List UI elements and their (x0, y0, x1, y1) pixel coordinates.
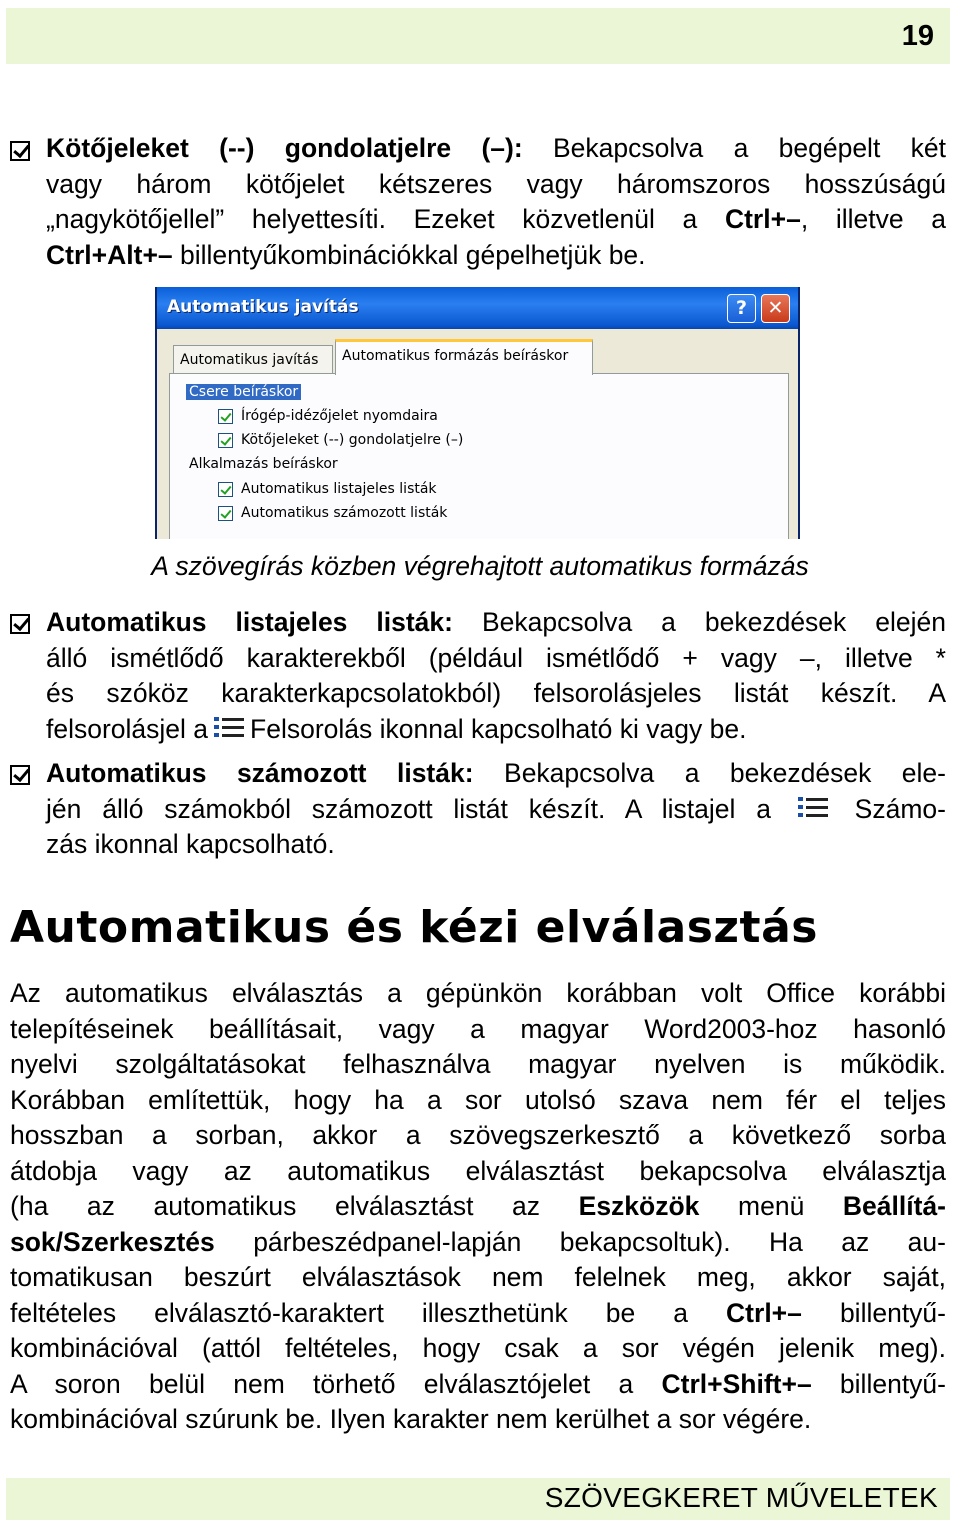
text-line: telepítéseinek beállításait, vagy a magyar Word2003-hoz hasonló (10, 1013, 946, 1044)
autocorrect-dialog (155, 287, 800, 539)
text-line: vagy három kötőjelet kétszeres vagy háromszoros hosszúságú (46, 168, 946, 199)
text-line: kombinációval szúrunk be. Ilyen karakter nem kerülhet a sor végére. (10, 1404, 812, 1434)
checkbox[interactable] (218, 409, 233, 424)
group-label-alkalmazas: Alkalmazás beíráskor (189, 456, 338, 472)
item-title: Automatikus számozott listák: (46, 758, 474, 788)
text-line: jén álló számokból számozott listát készít. A listajel a Számo- (46, 793, 946, 824)
dialog-title: Automatikus javítás (167, 297, 359, 317)
text-line: Ctrl+Alt+– billentyűkombinációkkal gépelhetjük be. (46, 239, 646, 270)
help-button[interactable]: ? (727, 294, 756, 323)
item-title: Kötőjeleket (--) gondolatjelre (–): (46, 133, 523, 163)
group-label-csere: Csere beíráskor (186, 384, 301, 400)
item-kotojelek (46, 131, 946, 273)
checkbox-icon (10, 614, 30, 634)
text-line: hosszban a sorban, akkor a szövegszerkesztő a következő sorba (10, 1120, 946, 1150)
text-line: Automatikus listajeles listák: Bekapcsolva a bekezdések elején (46, 607, 946, 637)
text-line: és szóköz karakterkapcsolatokból) felsorolásjeles listát készít. A (46, 678, 946, 708)
text-line: A soron belül nem törhető elválasztójelet a Ctrl+Shift+– billentyű- (10, 1368, 946, 1399)
checkbox-icon (10, 141, 30, 161)
item-szamozott (46, 756, 946, 863)
footer-title: SZÖVEGKERET MŰVELETEK (544, 1482, 938, 1513)
text-line: „nagykötőjellel” helyettesíti. Ezeket közvetlenül a Ctrl+–, illetve a (46, 204, 947, 234)
numbering-icon (796, 794, 828, 822)
tab-automatikus-formazas[interactable]: Automatikus formázás beíráskor (335, 339, 593, 375)
checkbox[interactable] (218, 506, 233, 521)
text-line: (ha az automatikus elválasztást az Eszközök menü Beállítá- (10, 1191, 947, 1221)
tab-panel: Csere beíráskor Írógép-idézőjelet nyomdaira Kötőjeleket (--) gondolatjelre (–) Alkalmazás beíráskor Automatikus listajeles listák Automatikus számozott listák (169, 373, 789, 539)
text-line: Kötőjeleket (--) gondolatjelre (–): Bekapcsolva a begépelt két (46, 133, 946, 163)
text-line: feltételes elválasztó-karaktert illeszthetünk be a Ctrl+– billentyű- (10, 1297, 946, 1328)
bullets-icon (212, 714, 244, 742)
dialog-titlebar (157, 287, 798, 329)
page-footer (6, 1478, 950, 1520)
text-line: zás ikonnal kapcsolható. (46, 829, 335, 859)
checkbox-icon (10, 765, 30, 785)
text-line: nyelvi szolgáltatásokat felhasználva magyar nyelven is működik. (10, 1049, 946, 1079)
tab-automatikus-javitas[interactable]: Automatikus javítás (173, 345, 333, 373)
checkbox[interactable] (218, 433, 233, 448)
page-number: 19 (901, 20, 934, 52)
text-line: felsorolásjel a Felsorolás ikonnal kapcsolható ki vagy be. (46, 713, 747, 744)
section-heading: Automatikus és kézi elválasztás (10, 902, 818, 953)
text-line: tomatikusan beszúrt elválasztások nem felelnek meg, akkor saját, (10, 1262, 946, 1292)
body-paragraph (10, 976, 946, 1438)
text-line: sok/Szerkesztés párbeszédpanel-lapján bekapcsoltuk). Ha az au- (10, 1226, 946, 1257)
checkbox[interactable] (218, 482, 233, 497)
item-listajeles (46, 605, 946, 747)
text-line: álló ismétlődő karakterekből (például ismétlődő + vagy –, illetve * (46, 642, 946, 673)
text-line: Automatikus számozott listák: Bekapcsolva a bekezdések ele- (46, 758, 946, 788)
item-title: Automatikus listajeles listák: (46, 607, 453, 637)
text-line: Az automatikus elválasztás a gépünkön korábban volt Office korábbi (10, 978, 946, 1008)
close-button[interactable]: ✕ (761, 294, 790, 323)
page-header (6, 8, 950, 64)
figure-caption: A szövegírás közben végrehajtott automatikus formázás (151, 551, 809, 581)
text-line: kombinációval (attól feltételes, hogy csak a sor végén jelenik meg). (10, 1333, 946, 1363)
text-line: Korábban említettük, hogy ha a sor utolsó szava nem fér el teljes (10, 1084, 946, 1115)
text-line: átdobja vagy az automatikus elválasztást bekapcsolva elválasztja (10, 1155, 946, 1186)
